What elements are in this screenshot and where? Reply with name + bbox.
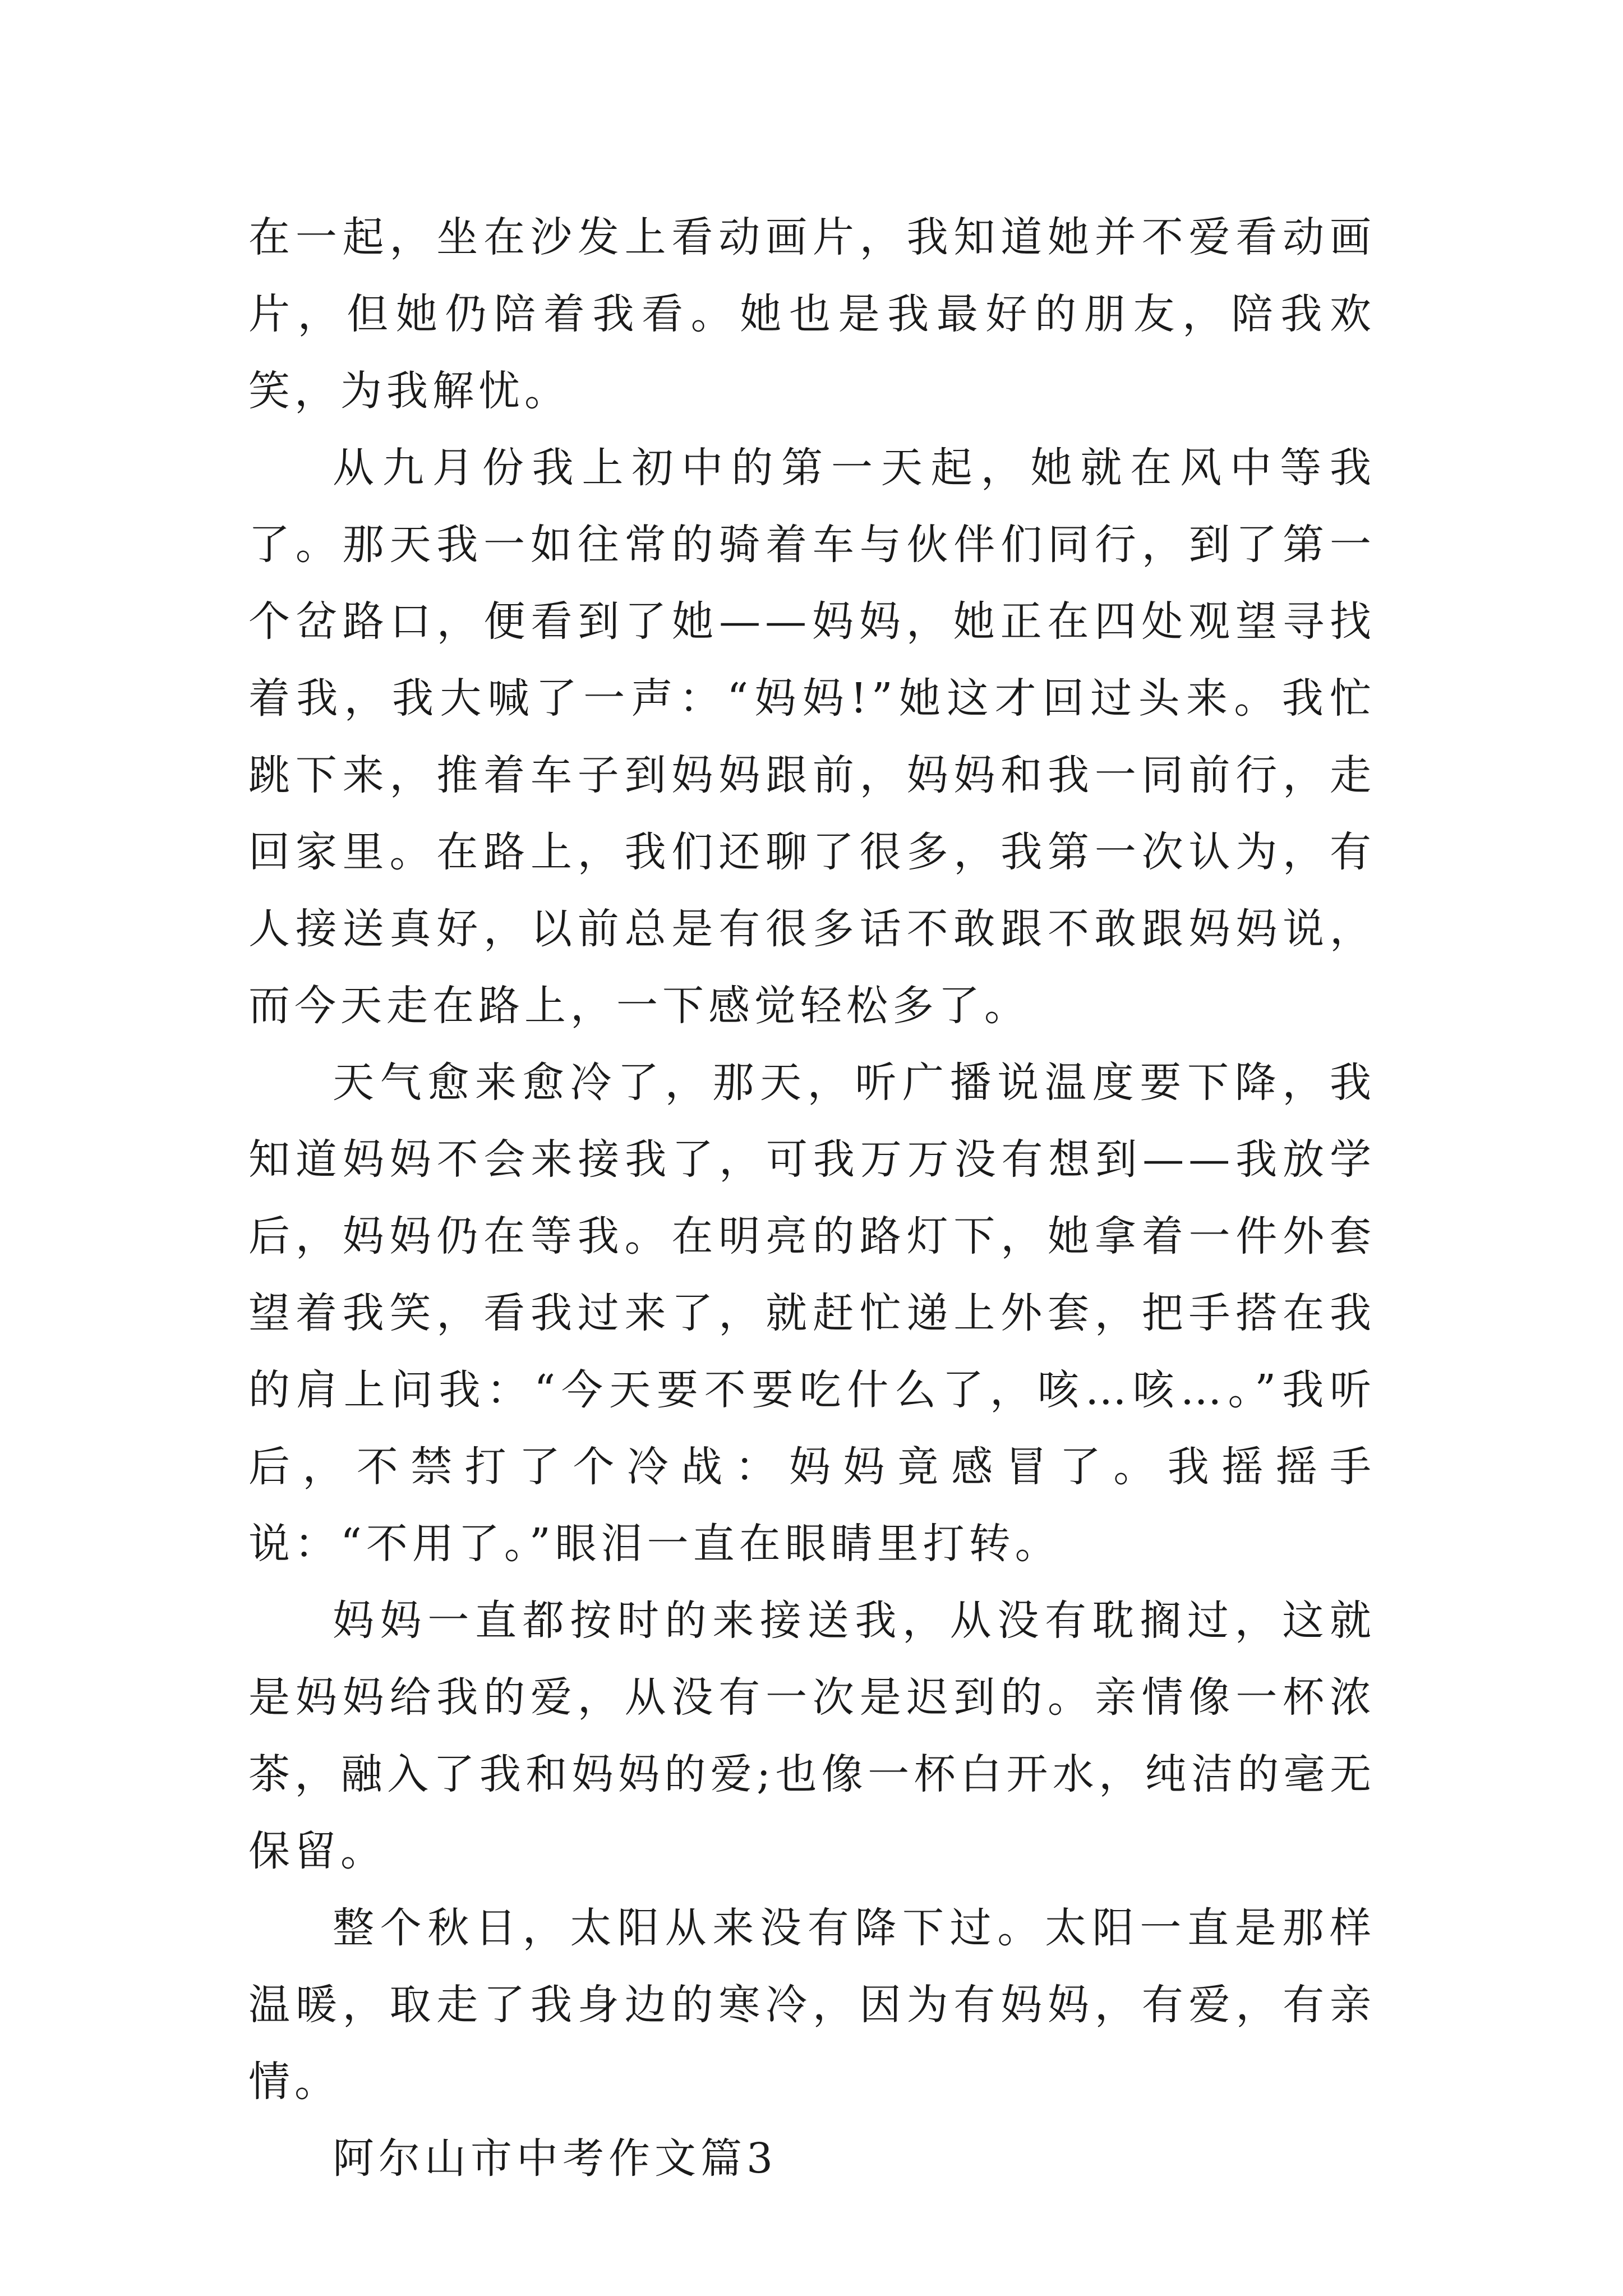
paragraph: 妈妈一直都按时的来接送我，从没有耽搁过，这就是妈妈给我的爱，从没有一次是迟到的。亲情像一杯浓茶，融入了我和妈妈的爱;也像一杯白开水，纯洁的毫无保留。: [248, 1596, 1376, 1875]
section-heading: 阿尔山市中考作文篇3: [333, 2134, 778, 2183]
paragraph: 天气愈来愈冷了，那天，听广播说温度要下降，我知道妈妈不会来接我了，可我万万没有想到——我放学后，妈妈仍在等我。在明亮的路灯下，她拿着一件外套望着我笑，看我过来了，就赶忙递上外套，把手搭在我的肩上问我：“今天要不要吃什么了，咳…咳…。”我听后，不禁打了个冷战：妈妈竟感冒了。我摇摇手说：“不用了。”眼泪一直在眼睛里打转。: [248, 1059, 1376, 1568]
paragraph-continuation: 在一起，坐在沙发上看动画片，我知道她并不爱看动画片，但她仍陪着我看。她也是我最好的朋友，陪我欢笑，为我解忧。: [248, 213, 1376, 415]
document-body: [248, 199, 1376, 2197]
paragraph: 从九月份我上初中的第一天起，她就在风中等我了。那天我一如往常的骑着车与伙伴们同行，到了第一个岔路口，便看到了她——妈妈，她正在四处观望寻找着我，我大喊了一声：“妈妈!”她这才回过头来。我忙跳下来，推着车子到妈妈跟前，妈妈和我一同前行，走回家里。在路上，我们还聊了很多，我第一次认为，有人接送真好，以前总是有很多话不敢跟不敢跟妈妈说，而今天走在路上，一下感觉轻松多了。: [248, 444, 1376, 1030]
paragraph: 整个秋日，太阳从来没有降下过。太阳一直是那样温暖，取走了我身边的寒冷，因为有妈妈，有爱，有亲情。: [248, 1904, 1376, 2106]
